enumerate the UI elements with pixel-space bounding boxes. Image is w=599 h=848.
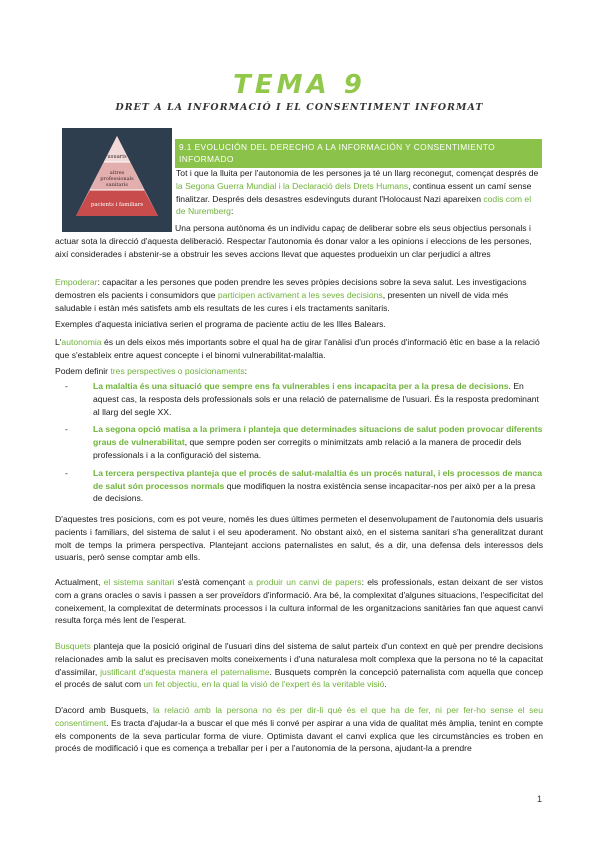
perspectives-list — [65, 380, 545, 510]
busquets-relation-paragraph: D'acord amb Busquets, la relació amb la persona no és per dir-li què és el que ha de fer, ni per fer-ho sense el seu consentiment. Es tracta d'ajudar-la a buscar el que més li convé per aspirar a una vida de qualitat més àmplia, tenint en compte els components de la seva particular forma de viure. Optimista davant el canvi explica que les circumstàncies es troben en procés de modificació i que es comença a treballar per i per a l'autonomia de la persona, ajudant-la a prendre — [55, 705, 543, 754]
section-heading: 9.1 EVOLUCIÓN DEL DERECHO A LA INFORMACIÓN Y CONSENTIMIENTO INFORMADO — [175, 139, 542, 168]
perspective-item: - La segona opció matisa a la primera i planteja que determinades situacions de salut poden provocar diferents graus de vulnerabilitat, que sempre poden ser corregits o minimitzats amb relació a la manera de procedir dels professionals i a la configuració del sistema. — [65, 424, 543, 460]
autonomy-definition: Una persona autònoma és un individu capaç de deliberar sobre els seus objectius personals i actuar sota la direcció d'aquesta deliberació. Respectar l'autonomia és donar valor a les opinions i eleccions de les persones, així considerades i abstenir-se a obstruir les seves accions llevat que aquestes produeixin un clar perjudici a altres — [55, 223, 532, 259]
autonomy-paragraph: L'autonomia és un dels eixos més importants sobre el qual ha de girar l'anàlisi d'un procés d'informació ètic en base a la relació que s'estableix entre aquest concepte i el binomi vulnerabilitat-malaltia. — [55, 337, 540, 360]
busquets-paragraph: Busquets planteja que la posició original de l'usuari dins del sistema de salut parteix d'un context en què per prendre decisions relacionades amb la salut es precisaven molts coneixements i d'una naturalesa molt complexa que la persona no té la capacitat d'assimilar, justificant d'aquesta manera el paternalisme. Busquets comprèn la concepció paternalista com aquella que concep el procés de salut com un fet objectiu, en la qual la visió de l'expert és la veritable visió. — [55, 641, 543, 690]
svg-text:altres: altres — [109, 170, 125, 176]
perspectives-intro: Podem definir tres perspectives o posicionaments: — [55, 366, 248, 376]
svg-text:sanitaris: sanitaris — [106, 182, 128, 188]
example-paragraph: Exemples d'aquesta iniciativa serien el programa de paciente actiu de les Illes Balears. — [55, 319, 386, 329]
pyramid-figure — [62, 128, 172, 232]
role-change-paragraph: Actualment, el sistema sanitari s'està començant a produir un canvi de papers: els professionals, estan deixant de ser vistos com a grans oracles o savis i passen a ser proveïdors d'informació. Ara bé, la complexitat d'algunes situacions, l'especificitat del coneixement, la complexitat de determinats processos i la cultura informal de les organitzacions sanitàries fan que aquest canvi resulta força més lent de l'esperat. — [55, 577, 544, 626]
svg-text:professionals: professionals — [100, 176, 134, 182]
positions-paragraph: D'aquestes tres posicions, com es pot veure, només les dues últimes permeten el desenvolupament de l'autonomia dels usuaris pacients i familiars, del sistema de salut i el seu apoderament. No obstant això, en el sistema sanitari s'ha generalitzat durant molt de temps la primera perspectiva. Plantejant accions paternalistes en salut, és a dir, una defensa dels interessos dels usuaris, però sense comptar amb ells. — [55, 514, 543, 563]
pyramid-tier-3: pacients i familiars — [90, 202, 144, 208]
intro-paragraph: Tot i que la lluita per l'autonomia de les persones ja té un llarg reconegut, començat després de la Segona Guerra Mundial i la Declaració dels Drets Humans, continua essent un camí sense finalitzar. Després dels desastres esdevinguts durant l'Holocaust Nazi apareixen codis com el de Nuremberg: — [176, 168, 539, 217]
perspective-item: - La tercera perspectiva planteja que el procés de salut-malaltia és un procés natural, i els processos de manca de salut són processos normals que modifiquen la nostra existència sense incapacitar-nos per això per a la presa de decisions. — [65, 467, 542, 504]
page-subtitle: DRET A LA INFORMACIÓ I EL CONSENTIMENT INFORMAT — [115, 102, 484, 113]
pyramid-icon — [62, 128, 172, 232]
page-number: 1 — [537, 794, 543, 804]
empower-paragraph: Empoderar: capacitar a les persones que poden prendre les seves pròpies decisions sobre la seva salut. Les investigacions demostren els pacients i consumidors que participen activament a les seves decisions, presenten un nivell de vida més saludable i estàn més satisfets amb els resultats de les cures i els tractaments sanitaris. — [55, 277, 527, 313]
page-title: TEMA 9 — [233, 70, 366, 100]
perspective-item: - La malaltia és una situació que sempre ens fa vulnerables i ens incapacita per a la presa de decisions. En aquest cas, la resposta dels professionals sols er una relació de paternalisme de l'usuari. És la resposta predominant al llarg del segle XX. — [65, 381, 539, 417]
pyramid-tier-1: usuaris — [107, 154, 127, 160]
